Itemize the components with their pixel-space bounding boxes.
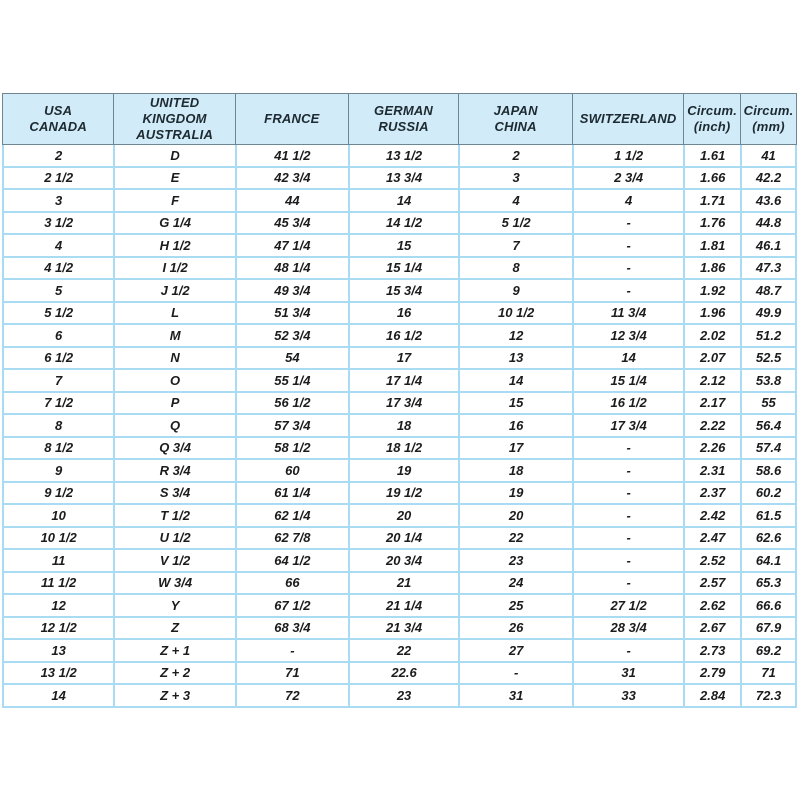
table-cell-circumference-inch: 2.22	[683, 415, 740, 438]
table-row	[2, 348, 797, 371]
table-cell-circumference-mm: 58.6	[740, 460, 797, 483]
table-row	[2, 663, 797, 686]
table-cell-uk-australia: F	[113, 190, 235, 213]
table-cell-circumference-inch: 2.79	[683, 663, 740, 686]
table-cell-france: 64 1/2	[235, 550, 348, 573]
table-cell-circumference-mm: 65.3	[740, 573, 797, 596]
table-cell-france: 41 1/2	[235, 145, 348, 168]
table-cell-france: 61 1/4	[235, 483, 348, 506]
table-cell-usa-canada: 13 1/2	[2, 663, 113, 686]
table-body	[2, 145, 797, 708]
table-cell-switzerland: 16 1/2	[572, 393, 683, 416]
table-cell-japan-china: 26	[458, 618, 572, 641]
column-header-uk-australia	[113, 93, 235, 145]
table-row	[2, 280, 797, 303]
column-header-german-russia	[348, 93, 459, 145]
table-cell-uk-australia: W 3/4	[113, 573, 235, 596]
table-cell-german-russia: 22	[348, 640, 459, 663]
table-cell-german-russia: 18 1/2	[348, 438, 459, 461]
table-cell-circumference-mm: 56.4	[740, 415, 797, 438]
table-row	[2, 528, 797, 551]
table-cell-japan-china: 2	[458, 145, 572, 168]
table-row	[2, 415, 797, 438]
table-cell-france: 71	[235, 663, 348, 686]
table-row	[2, 190, 797, 213]
table-cell-circumference-mm: 62.6	[740, 528, 797, 551]
ring-size-table-container	[2, 93, 797, 708]
column-header-circumference-inch	[683, 93, 740, 145]
table-cell-circumference-inch: 2.31	[683, 460, 740, 483]
table-cell-uk-australia: V 1/2	[113, 550, 235, 573]
table-cell-japan-china: 20	[458, 505, 572, 528]
column-header-line: AUSTRALIA	[136, 127, 214, 142]
table-cell-switzerland: 11 3/4	[572, 303, 683, 326]
table-cell-circumference-mm: 52.5	[740, 348, 797, 371]
column-header-usa-canada	[2, 93, 113, 145]
table-cell-usa-canada: 7 1/2	[2, 393, 113, 416]
table-cell-switzerland: 1 1/2	[572, 145, 683, 168]
table-cell-circumference-inch: 1.61	[683, 145, 740, 168]
table-row	[2, 573, 797, 596]
column-header-line: JAPAN	[493, 103, 538, 118]
table-cell-circumference-inch: 2.57	[683, 573, 740, 596]
table-cell-uk-australia: J 1/2	[113, 280, 235, 303]
table-cell-japan-china: 17	[458, 438, 572, 461]
table-cell-japan-china: 14	[458, 370, 572, 393]
table-cell-france: 68 3/4	[235, 618, 348, 641]
table-cell-german-russia: 21	[348, 573, 459, 596]
table-cell-uk-australia: T 1/2	[113, 505, 235, 528]
table-cell-switzerland: -	[572, 438, 683, 461]
table-cell-circumference-inch: 2.52	[683, 550, 740, 573]
table-cell-german-russia: 14 1/2	[348, 213, 459, 236]
table-cell-german-russia: 15 3/4	[348, 280, 459, 303]
table-cell-france: 57 3/4	[235, 415, 348, 438]
table-cell-japan-china: 13	[458, 348, 572, 371]
column-header-france	[235, 93, 348, 145]
table-cell-france: 56 1/2	[235, 393, 348, 416]
table-row	[2, 235, 797, 258]
table-cell-circumference-inch: 2.62	[683, 595, 740, 618]
table-cell-uk-australia: M	[113, 325, 235, 348]
table-cell-german-russia: 19 1/2	[348, 483, 459, 506]
table-row	[2, 483, 797, 506]
table-cell-usa-canada: 7	[2, 370, 113, 393]
table-cell-usa-canada: 11 1/2	[2, 573, 113, 596]
table-cell-france: 44	[235, 190, 348, 213]
table-cell-circumference-inch: 1.86	[683, 258, 740, 281]
table-cell-circumference-inch: 2.73	[683, 640, 740, 663]
column-header-line: SWITZERLAND	[579, 111, 677, 126]
table-row	[2, 685, 797, 708]
table-cell-switzerland: 27 1/2	[572, 595, 683, 618]
table-cell-france: 66	[235, 573, 348, 596]
table-row	[2, 168, 797, 191]
table-cell-france: 45 3/4	[235, 213, 348, 236]
table-cell-france: 42 3/4	[235, 168, 348, 191]
table-cell-german-russia: 23	[348, 685, 459, 708]
table-cell-switzerland: -	[572, 573, 683, 596]
table-cell-switzerland: 17 3/4	[572, 415, 683, 438]
table-cell-german-russia: 22.6	[348, 663, 459, 686]
table-cell-circumference-mm: 57.4	[740, 438, 797, 461]
column-header-line: (inch)	[693, 119, 731, 134]
table-cell-circumference-mm: 41	[740, 145, 797, 168]
column-header-switzerland	[572, 93, 683, 145]
table-cell-circumference-mm: 47.3	[740, 258, 797, 281]
table-cell-circumference-inch: 1.92	[683, 280, 740, 303]
table-row	[2, 550, 797, 573]
table-cell-france: 48 1/4	[235, 258, 348, 281]
table-cell-usa-canada: 12	[2, 595, 113, 618]
table-cell-german-russia: 21 1/4	[348, 595, 459, 618]
table-cell-switzerland: -	[572, 483, 683, 506]
table-cell-usa-canada: 14	[2, 685, 113, 708]
table-row	[2, 438, 797, 461]
table-cell-switzerland: 12 3/4	[572, 325, 683, 348]
table-row	[2, 325, 797, 348]
table-cell-german-russia: 16	[348, 303, 459, 326]
table-cell-usa-canada: 10	[2, 505, 113, 528]
table-cell-switzerland: -	[572, 550, 683, 573]
table-cell-usa-canada: 12 1/2	[2, 618, 113, 641]
table-cell-circumference-mm: 42.2	[740, 168, 797, 191]
table-cell-switzerland: -	[572, 460, 683, 483]
table-cell-switzerland: 4	[572, 190, 683, 213]
table-cell-switzerland: 33	[572, 685, 683, 708]
table-cell-circumference-mm: 60.2	[740, 483, 797, 506]
table-cell-uk-australia: Z + 2	[113, 663, 235, 686]
table-cell-circumference-inch: 2.37	[683, 483, 740, 506]
column-header-line: USA	[44, 103, 73, 118]
table-cell-german-russia: 16 1/2	[348, 325, 459, 348]
column-header-line: Circum.	[687, 103, 738, 118]
table-cell-usa-canada: 4 1/2	[2, 258, 113, 281]
table-cell-circumference-mm: 49.9	[740, 303, 797, 326]
table-cell-switzerland: -	[572, 235, 683, 258]
table-cell-japan-china: 15	[458, 393, 572, 416]
table-cell-uk-australia: Z + 1	[113, 640, 235, 663]
table-cell-france: 55 1/4	[235, 370, 348, 393]
table-cell-japan-china: 22	[458, 528, 572, 551]
table-cell-france: 58 1/2	[235, 438, 348, 461]
table-cell-japan-china: 7	[458, 235, 572, 258]
ring-size-table	[2, 93, 797, 708]
column-header-line: RUSSIA	[378, 119, 429, 134]
table-cell-usa-canada: 5	[2, 280, 113, 303]
table-cell-uk-australia: Z + 3	[113, 685, 235, 708]
table-cell-circumference-mm: 72.3	[740, 685, 797, 708]
table-cell-circumference-inch: 2.84	[683, 685, 740, 708]
table-cell-circumference-inch: 1.76	[683, 213, 740, 236]
table-cell-circumference-mm: 66.6	[740, 595, 797, 618]
table-cell-uk-australia: S 3/4	[113, 483, 235, 506]
table-cell-france: 62 1/4	[235, 505, 348, 528]
table-cell-france: 72	[235, 685, 348, 708]
table-cell-german-russia: 21 3/4	[348, 618, 459, 641]
table-cell-circumference-mm: 43.6	[740, 190, 797, 213]
table-cell-usa-canada: 3 1/2	[2, 213, 113, 236]
table-cell-circumference-mm: 67.9	[740, 618, 797, 641]
table-cell-switzerland: -	[572, 505, 683, 528]
table-cell-usa-canada: 5 1/2	[2, 303, 113, 326]
table-cell-circumference-inch: 2.47	[683, 528, 740, 551]
table-cell-circumference-mm: 55	[740, 393, 797, 416]
table-cell-japan-china: 5 1/2	[458, 213, 572, 236]
table-cell-japan-china: 10 1/2	[458, 303, 572, 326]
table-cell-circumference-mm: 48.7	[740, 280, 797, 303]
table-cell-circumference-inch: 2.17	[683, 393, 740, 416]
table-row	[2, 258, 797, 281]
table-cell-german-russia: 18	[348, 415, 459, 438]
table-cell-circumference-inch: 1.71	[683, 190, 740, 213]
table-cell-uk-australia: Y	[113, 595, 235, 618]
table-cell-german-russia: 19	[348, 460, 459, 483]
table-cell-japan-china: 8	[458, 258, 572, 281]
table-cell-german-russia: 20 1/4	[348, 528, 459, 551]
table-cell-usa-canada: 6 1/2	[2, 348, 113, 371]
column-header-line: CANADA	[29, 119, 87, 134]
table-cell-german-russia: 13 1/2	[348, 145, 459, 168]
table-cell-usa-canada: 4	[2, 235, 113, 258]
table-cell-usa-canada: 13	[2, 640, 113, 663]
table-cell-france: 51 3/4	[235, 303, 348, 326]
table-cell-usa-canada: 6	[2, 325, 113, 348]
table-cell-german-russia: 15	[348, 235, 459, 258]
table-cell-german-russia: 17 3/4	[348, 393, 459, 416]
table-cell-uk-australia: I 1/2	[113, 258, 235, 281]
table-cell-switzerland: -	[572, 280, 683, 303]
table-row	[2, 595, 797, 618]
table-cell-circumference-mm: 64.1	[740, 550, 797, 573]
table-row	[2, 213, 797, 236]
table-cell-switzerland: 14	[572, 348, 683, 371]
table-row	[2, 505, 797, 528]
table-cell-uk-australia: N	[113, 348, 235, 371]
table-cell-japan-china: 19	[458, 483, 572, 506]
table-cell-german-russia: 14	[348, 190, 459, 213]
table-row	[2, 370, 797, 393]
table-cell-switzerland: -	[572, 528, 683, 551]
table-cell-france: 52 3/4	[235, 325, 348, 348]
table-cell-usa-canada: 2	[2, 145, 113, 168]
table-cell-german-russia: 17 1/4	[348, 370, 459, 393]
table-cell-circumference-inch: 2.07	[683, 348, 740, 371]
table-cell-circumference-inch: 1.96	[683, 303, 740, 326]
column-header-line: UNITED KINGDOM	[142, 95, 207, 126]
table-cell-usa-canada: 9 1/2	[2, 483, 113, 506]
table-header	[2, 93, 797, 145]
table-cell-circumference-inch: 2.12	[683, 370, 740, 393]
table-cell-circumference-inch: 2.02	[683, 325, 740, 348]
table-cell-uk-australia: G 1/4	[113, 213, 235, 236]
table-cell-uk-australia: D	[113, 145, 235, 168]
table-cell-usa-canada: 2 1/2	[2, 168, 113, 191]
table-cell-circumference-inch: 2.26	[683, 438, 740, 461]
table-cell-switzerland: -	[572, 258, 683, 281]
table-cell-german-russia: 13 3/4	[348, 168, 459, 191]
table-cell-france: 47 1/4	[235, 235, 348, 258]
table-row	[2, 640, 797, 663]
table-cell-uk-australia: L	[113, 303, 235, 326]
table-cell-uk-australia: R 3/4	[113, 460, 235, 483]
column-header-line: CHINA	[494, 119, 537, 134]
table-cell-circumference-mm: 69.2	[740, 640, 797, 663]
table-cell-usa-canada: 11	[2, 550, 113, 573]
table-cell-circumference-mm: 46.1	[740, 235, 797, 258]
table-cell-switzerland: -	[572, 640, 683, 663]
table-cell-japan-china: 9	[458, 280, 572, 303]
table-cell-france: 54	[235, 348, 348, 371]
table-cell-circumference-mm: 71	[740, 663, 797, 686]
table-cell-switzerland: 28 3/4	[572, 618, 683, 641]
table-cell-uk-australia: E	[113, 168, 235, 191]
header-row	[2, 93, 797, 145]
table-cell-france: 60	[235, 460, 348, 483]
table-cell-circumference-inch: 2.42	[683, 505, 740, 528]
table-cell-switzerland: -	[572, 213, 683, 236]
table-row	[2, 460, 797, 483]
table-cell-circumference-mm: 61.5	[740, 505, 797, 528]
table-row	[2, 393, 797, 416]
table-row	[2, 303, 797, 326]
table-cell-switzerland: 2 3/4	[572, 168, 683, 191]
table-cell-usa-canada: 3	[2, 190, 113, 213]
column-header-japan-china	[458, 93, 572, 145]
table-cell-circumference-mm: 51.2	[740, 325, 797, 348]
table-cell-japan-china: 27	[458, 640, 572, 663]
table-cell-circumference-inch: 2.67	[683, 618, 740, 641]
table-cell-circumference-mm: 44.8	[740, 213, 797, 236]
table-cell-uk-australia: O	[113, 370, 235, 393]
column-header-line: (mm)	[752, 119, 785, 134]
table-cell-circumference-mm: 53.8	[740, 370, 797, 393]
table-cell-uk-australia: U 1/2	[113, 528, 235, 551]
column-header-line: Circum.	[743, 103, 794, 118]
table-cell-circumference-inch: 1.81	[683, 235, 740, 258]
table-cell-switzerland: 31	[572, 663, 683, 686]
table-row	[2, 618, 797, 641]
table-cell-german-russia: 20	[348, 505, 459, 528]
table-cell-japan-china: 18	[458, 460, 572, 483]
table-cell-france: 67 1/2	[235, 595, 348, 618]
table-cell-circumference-inch: 1.66	[683, 168, 740, 191]
table-cell-usa-canada: 8	[2, 415, 113, 438]
table-cell-france: 62 7/8	[235, 528, 348, 551]
table-row	[2, 145, 797, 168]
column-header-line: GERMAN	[374, 103, 434, 118]
table-cell-japan-china: 16	[458, 415, 572, 438]
table-cell-uk-australia: Q	[113, 415, 235, 438]
table-cell-japan-china: 23	[458, 550, 572, 573]
table-cell-uk-australia: H 1/2	[113, 235, 235, 258]
table-cell-japan-china: 24	[458, 573, 572, 596]
table-cell-japan-china: 31	[458, 685, 572, 708]
table-cell-german-russia: 17	[348, 348, 459, 371]
table-cell-german-russia: 15 1/4	[348, 258, 459, 281]
table-cell-uk-australia: Q 3/4	[113, 438, 235, 461]
table-cell-uk-australia: Z	[113, 618, 235, 641]
table-cell-usa-canada: 9	[2, 460, 113, 483]
table-cell-japan-china: 12	[458, 325, 572, 348]
table-cell-uk-australia: P	[113, 393, 235, 416]
table-cell-france: 49 3/4	[235, 280, 348, 303]
table-cell-switzerland: 15 1/4	[572, 370, 683, 393]
table-cell-japan-china: 4	[458, 190, 572, 213]
column-header-circumference-mm	[740, 93, 797, 145]
column-header-line: FRANCE	[264, 111, 320, 126]
table-cell-france: -	[235, 640, 348, 663]
table-cell-japan-china: 3	[458, 168, 572, 191]
table-cell-japan-china: 25	[458, 595, 572, 618]
table-cell-japan-china: -	[458, 663, 572, 686]
table-cell-german-russia: 20 3/4	[348, 550, 459, 573]
table-cell-usa-canada: 8 1/2	[2, 438, 113, 461]
table-cell-usa-canada: 10 1/2	[2, 528, 113, 551]
